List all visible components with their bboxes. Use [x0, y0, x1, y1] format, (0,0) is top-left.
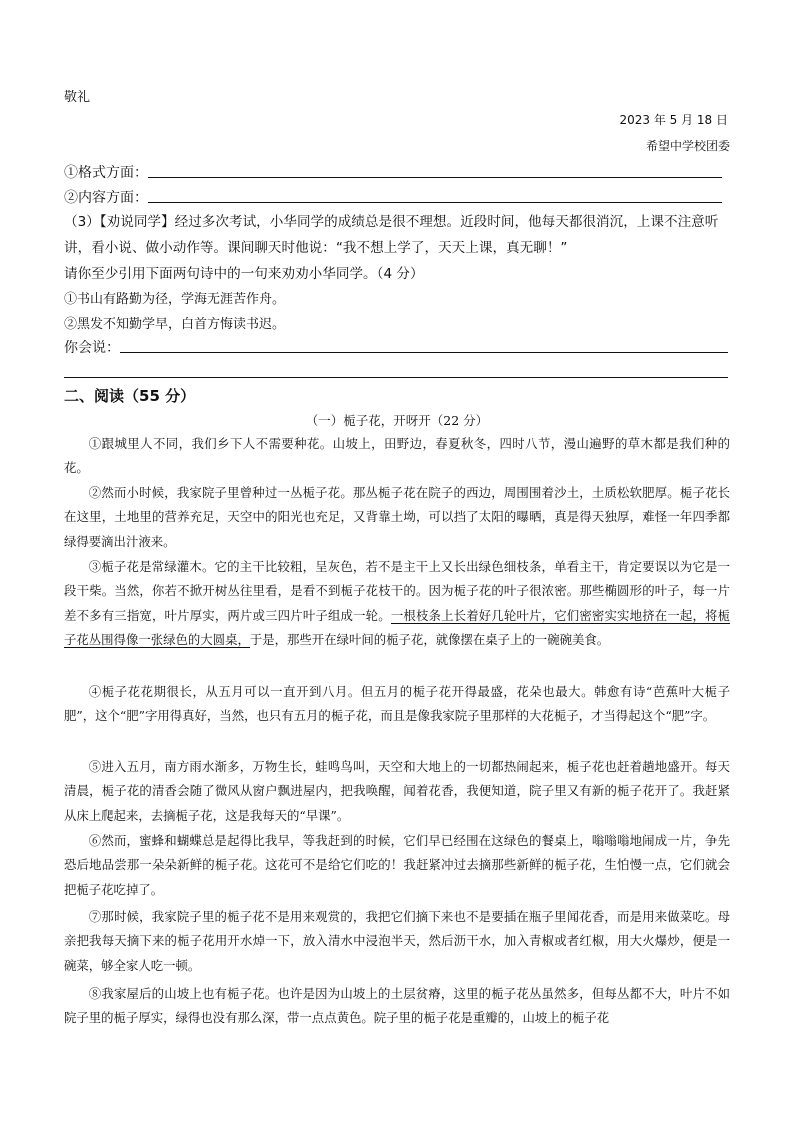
paragraph-7: ⑦那时候，我家院子里的栀子花不是用来观赏的，我把它们摘下来也不是要插在瓶子里闻花香，而是用来做菜吃。母亲把我每天摘下来的栀子花用开水焯一下，放入清水中浸泡半天，然后沥干水，加入青椒或者红椒，用大火爆炒，便是一碗菜，够全家人吃一顿。 [64, 909, 730, 973]
q3-prompt-line2: 讲，看小说、做小动作等。课间聊天时他说：“我不想上学了，天天上课，真无聊！” [64, 240, 568, 256]
section-heading: 二、阅读（55 分） [64, 387, 196, 405]
paragraph-2: ②然而小时候，我家院子里曾种过一丛栀子花。那丛栀子花在院子的西边，周围围着沙土，土质松软肥厚。栀子花长在这里，土地里的营养充足，天空中的阳光也充足，又背靠土坳，可以挡了太阳的曝晒，真是得天独厚，难怪一年四季都绿得要滴出汁液来。 [64, 485, 730, 549]
letter-date: 2023 年 5 月 18 日 [619, 113, 728, 127]
content-answer-line[interactable] [148, 202, 722, 203]
poem-1: ①书山有路勤为径，学海无涯苦作舟。 [64, 292, 286, 307]
paragraph-1: ①跟城里人不同，我们乡下人不需要种花。山坡上，田野边，春夏秋冬，四时八节，漫山遍野的草木都是我们种的花。 [64, 436, 730, 476]
answer-line-1[interactable] [120, 352, 728, 353]
paragraph-8: ⑧我家屋后的山坡上也有栀子花。也许是因为山坡上的土层贫瘠，这里的栀子花丛虽然多，但每丛都不大，叶片不如院子里的栀子厚实，绿得也没有那么深，带一点点黄色。院子里的栀子花是重瓣的，山坡上的栀子花 [64, 986, 730, 1026]
format-label: ①格式方面： [64, 165, 148, 181]
paragraph-3-text-a: ③栀子花是常绿灌木。它的主干比较粗，呈灰色，若不是主干上又长出绿色细枝条，单看主干，肯定要误以为它是一段干柴。当然，你若不掀开树丛往里看，是看不到栀子花枝干的。因为栀子花的叶子很浓密。那些椭圆形的叶子，每一片差不多有三指宽，叶片厚实，两片或三四片叶子组成一轮。 [64, 559, 730, 623]
paragraph-4: ④栀子花花期很长，从五月可以一直开到八月。但五月的栀子花开得最盛，花朵也最大。韩愈有诗“芭蕉叶大栀子肥”，这个“肥”字用得真好，当然，也只有五月的栀子花，而且是像我家院子里那样的大花栀子，才当得起这个“肥”字。 [64, 684, 730, 724]
answer-label: 你会说： [64, 340, 120, 356]
poem-2: ②黑发不知勤学早，白首方悔读书迟。 [64, 317, 286, 332]
format-answer-line[interactable] [148, 177, 722, 178]
q3-prompt-line1: （3）【劝说同学】经过多次考试，小华同学的成绩总是很不理想。近段时间，他每天都很消沉，上课不注意听 [64, 214, 719, 230]
q3-instruction: 请你至少引用下面两句诗中的一句来劝劝小华同学。（4 分） [64, 266, 424, 282]
passage-title: （一）栀子花，开呀开（22 分） [305, 413, 489, 428]
letter-sender: 希望中学校团委 [645, 139, 730, 153]
paragraph-3-text-b: 于是，那些开在绿叶间的栀子花，就像摆在桌子上的一碗碗美食。 [249, 631, 610, 647]
paragraph-6: ⑥然而，蜜蜂和蝴蝶总是起得比我早，等我赶到的时候，它们早已经围在这绿色的餐桌上，嗡嗡嗡地闹成一片，争先恐后地品尝那一朵朵新鲜的栀子花。这花可不是给它们吃的！我赶紧冲过去摘那些新鲜的栀子花，生怕慢一点，它们就会把栀子花吃掉了。 [64, 833, 730, 897]
paragraph-5: ⑤进入五月，南方雨水渐多，万物生长，蛙鸣鸟叫，天空和大地上的一切都热闹起来，栀子花也赶着趟地盛开。每天清晨，栀子花的清香会随了微风从窗户飘进屋内，把我唤醒，闻着花香，我便知道，院子里又有新的栀子花开了。我赶紧从床上爬起来，去摘栀子花，这是我每天的“早课”。 [64, 759, 730, 823]
letter-closing: 敬礼 [64, 90, 91, 105]
content-label: ②内容方面： [64, 190, 148, 206]
paragraph-3-underlined: 一根枝条上长着好几轮叶片，它们密密实实地挤在一起，将栀子花丛围得像一张绿色的大圆桌， [64, 607, 731, 647]
paragraph-3 [64, 555, 730, 652]
answer-line-2[interactable] [64, 377, 728, 378]
